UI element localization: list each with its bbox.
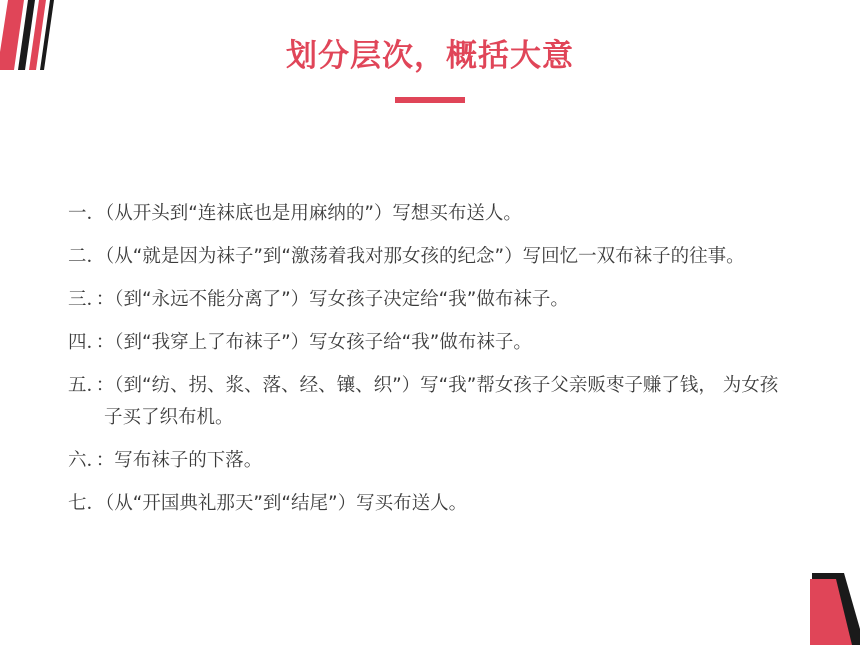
outline-item-5: 五．：（到“纺、拐、浆、落、经、镶、织”）写“我”帮女孩子父亲贩枣子赚了钱， 为女孩子买了织布机。 (68, 375, 779, 428)
outline-item-4: 四．：（到“我穿上了布袜子”）写女孩子给“我”做布袜子。 (68, 332, 532, 353)
outline-item-2: 二．（从“就是因为袜子”到“激荡着我对那女孩的纪念”）写回忆一双布袜子的往事。 (68, 246, 745, 267)
outline-item-6: 六．：写布袜子的下落。 (68, 450, 263, 471)
outline-list (68, 198, 788, 531)
slide-title: 划分层次，概括大意 (286, 38, 574, 74)
outline-item-3: 三．：（到“永远不能分离了”）写女孩子决定给“我”做布袜子。 (68, 289, 569, 310)
corner-block-decoration (800, 573, 860, 645)
title-underline (395, 97, 465, 103)
outline-item-1: 一．（从开头到“连袜底也是用麻纳的”）写想买布送人。 (68, 203, 522, 224)
outline-item-7: 七．（从“开国典礼那天”到“结尾”）写买布送人。 (68, 493, 468, 514)
